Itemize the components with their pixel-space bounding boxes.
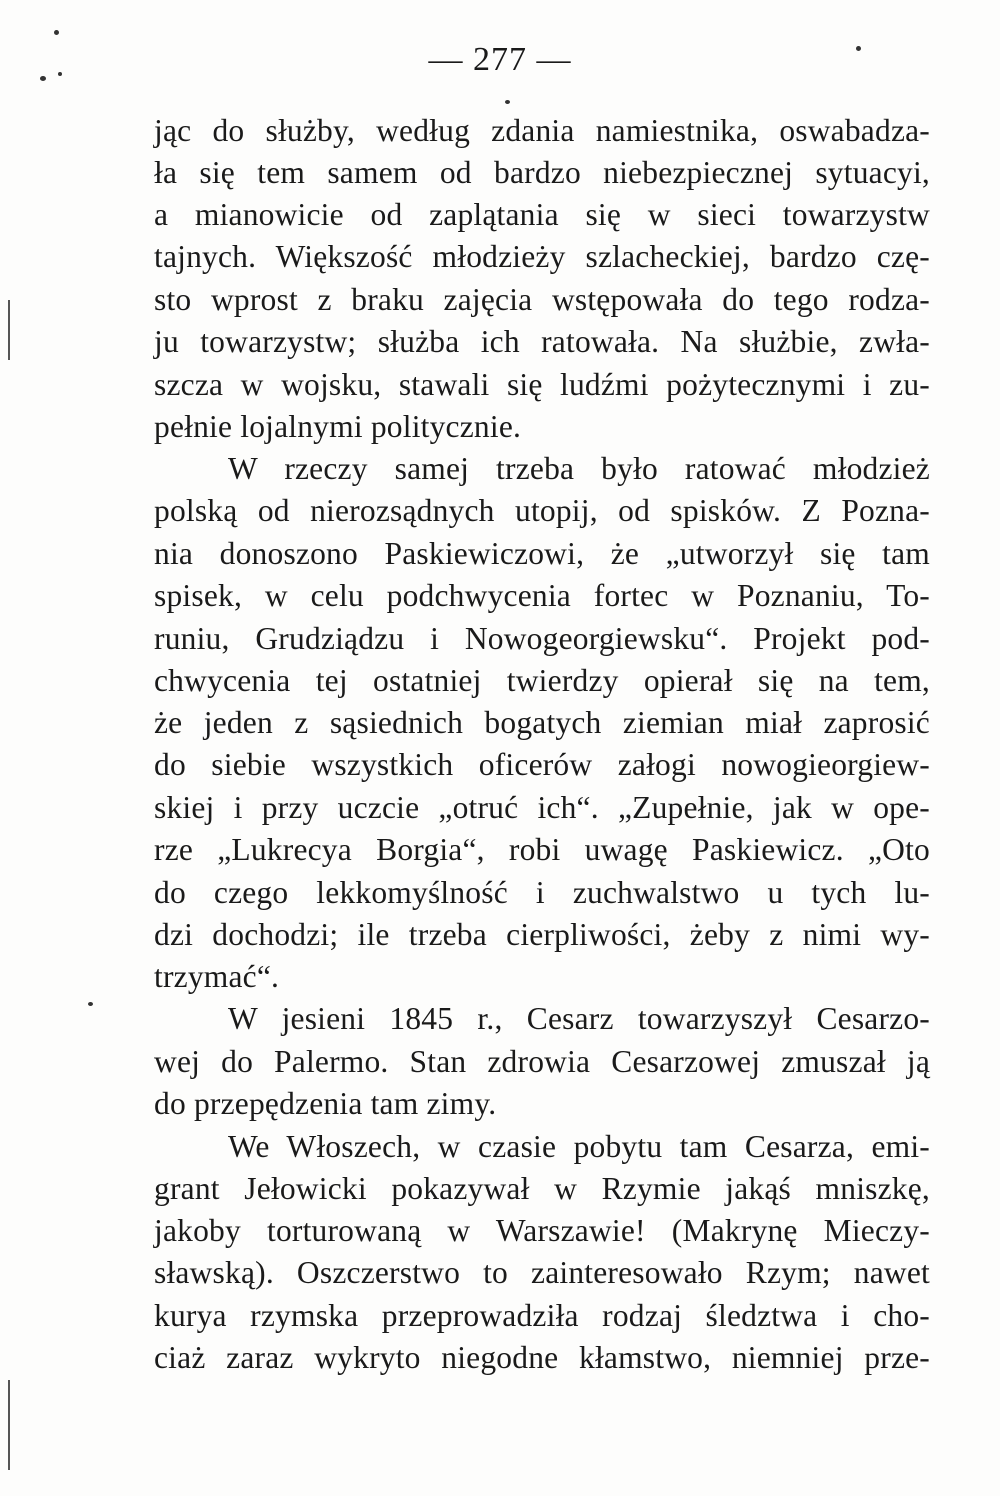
text-line: chwycenia tej ostatniej twierdzy opierał się na tem,	[154, 663, 930, 698]
text-line: runiu, Grudziądzu i Nowogeorgiewsku“. Projekt pod-	[154, 621, 930, 656]
text-line: sławską). Oszczerstwo to zainteresowało Rzym; nawet	[154, 1255, 930, 1290]
page-edge-mark	[8, 1380, 10, 1470]
text-line: rze „Lukrecya Borgia“, robi uwagę Paskiewicz. „Oto	[154, 832, 930, 867]
text-line: We Włoszech, w czasie pobytu tam Cesarza, emi-	[228, 1129, 930, 1164]
text-line: sto wprost z braku zajęcia wstępowała do tego rodza-	[154, 282, 930, 317]
text-line: W rzeczy samej trzeba było ratować młodzież	[228, 451, 930, 486]
text-line: grant Jełowicki pokazywał w Rzymie jakąś mniszkę,	[154, 1171, 930, 1206]
text-line: do czego lekkomyślność i zuchwalstwo u tych lu-	[154, 875, 930, 910]
text-line: ju towarzystw; służba ich ratowała. Na służbie, zwła-	[154, 324, 930, 359]
page-number: — 277 —	[428, 41, 572, 78]
text-line: kurya rzymska przeprowadziła rodzaj śledztwa i cho-	[154, 1298, 930, 1333]
ink-speck	[54, 30, 59, 35]
text-line: jąc do służby, według zdania namiestnika, oswabadza-	[154, 113, 930, 148]
text-line: trzymać“.	[154, 959, 280, 994]
text-line: szcza w wojsku, stawali się ludźmi pożytecznymi i zu-	[154, 367, 930, 402]
text-line: tajnych. Większość młodzieży szlacheckiej, bardzo czę-	[154, 239, 930, 274]
text-line: do siebie wszystkich oficerów załogi nowogieorgiew-	[154, 747, 930, 782]
page-edge-mark	[8, 300, 10, 360]
text-line: ciaż zaraz wykryto niegodne kłamstwo, niemniej prze-	[154, 1340, 930, 1375]
text-line: dzi dochodzi; ile trzeba cierpliwości, żeby z nimi wy-	[154, 917, 930, 952]
text-line: do przepędzenia tam zimy.	[154, 1086, 497, 1121]
text-line: że jeden z sąsiednich bogatych ziemian miał zaprosić	[154, 705, 930, 740]
text-line: pełnie lojalnymi politycznie.	[154, 409, 522, 444]
text-line: ła się tem samem od bardzo niebezpiecznej sytuacyi,	[154, 155, 930, 190]
text-line: spisek, w celu podchwycenia fortec w Poznaniu, To-	[154, 578, 930, 613]
ink-speck	[505, 100, 510, 104]
text-line: a mianowicie od zaplątania się w sieci towarzystw	[154, 197, 930, 232]
text-line: skiej i przy uczcie „otruć ich“. „Zupełnie, jak w ope-	[154, 790, 930, 825]
text-line: jakoby torturowaną w Warszawie! (Makrynę Mieczy-	[154, 1213, 930, 1248]
text-line: polską od nierozsądnych utopij, od spisków. Z Pozna-	[154, 493, 930, 528]
text-line: wej do Palermo. Stan zdrowia Cesarzowej zmuszał ją	[154, 1044, 930, 1079]
text-line: W jesieni 1845 r., Cesarz towarzyszył Cesarzo-	[228, 1001, 930, 1036]
ink-speck	[88, 1002, 93, 1006]
text-line: nia donoszono Paskiewiczowi, że „utworzył się tam	[154, 536, 930, 571]
